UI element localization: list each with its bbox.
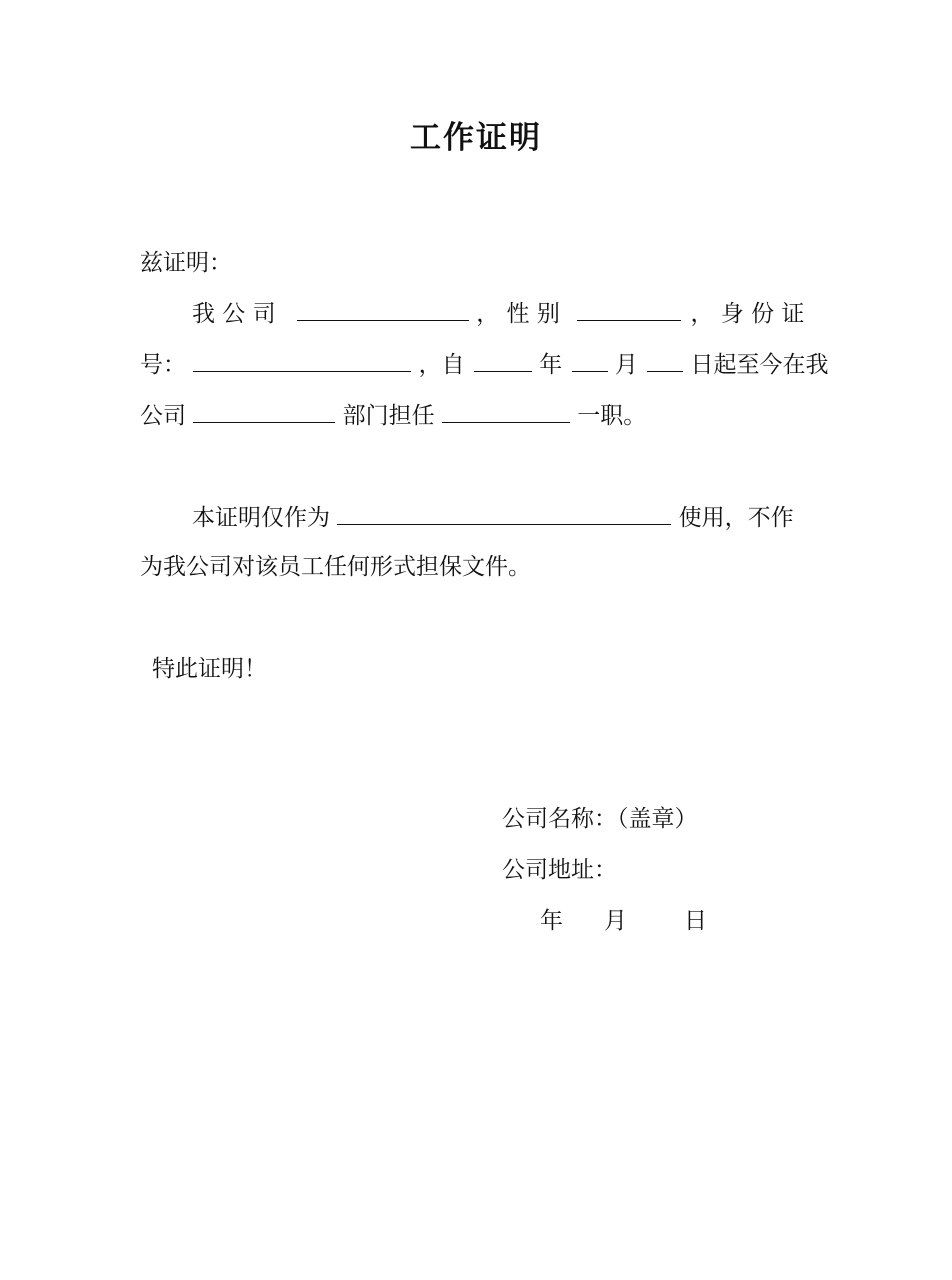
date-month-label: 月: [604, 908, 627, 934]
para1-line3: [140, 400, 646, 431]
company-address-label: 公司地址：: [502, 857, 617, 883]
para1-text-gender: ， 性 别: [476, 301, 560, 327]
company-name-label: 公司名称：（盖章）: [502, 806, 698, 832]
para1-text-dept: 部门担任: [342, 403, 435, 429]
start-day-blank: [647, 349, 683, 372]
para1-text-year: 年: [539, 352, 563, 378]
date-day-label: 日: [684, 908, 707, 934]
para1-text-number: 号：: [140, 352, 186, 378]
date-year-label: 年: [540, 908, 563, 934]
para1-text-from: ，自: [418, 352, 465, 378]
para1-text-company2: 公司: [140, 403, 186, 429]
closing-text: 特此证明！: [152, 656, 267, 682]
document-title: 工作证明: [410, 120, 542, 156]
para1-line1: [192, 298, 804, 329]
department-blank: [193, 400, 335, 423]
para1-text-month: 月: [614, 352, 638, 378]
name-blank: [297, 298, 469, 321]
position-blank: [442, 400, 570, 423]
para1-text-company: 我 公 司: [192, 301, 276, 327]
para2-text-usage: 使用，不作: [678, 505, 794, 531]
para1-text-id: ， 身 份 证: [690, 301, 805, 327]
id-number-blank: [193, 349, 411, 372]
salutation: 兹证明：: [140, 250, 232, 276]
para2-line2: 为我公司对该员工任何形式担保文件。: [140, 554, 531, 580]
para2-line1: [192, 502, 794, 533]
gender-blank: [577, 298, 681, 321]
para1-text-position: 一职。: [577, 403, 647, 429]
para1-text-day: 日起至今在我: [690, 352, 829, 378]
start-month-blank: [572, 349, 608, 372]
para2-text-purpose: 本证明仅作为: [192, 505, 330, 531]
start-year-blank: [474, 349, 532, 372]
purpose-blank: [337, 502, 671, 525]
para1-line2: [140, 349, 829, 380]
